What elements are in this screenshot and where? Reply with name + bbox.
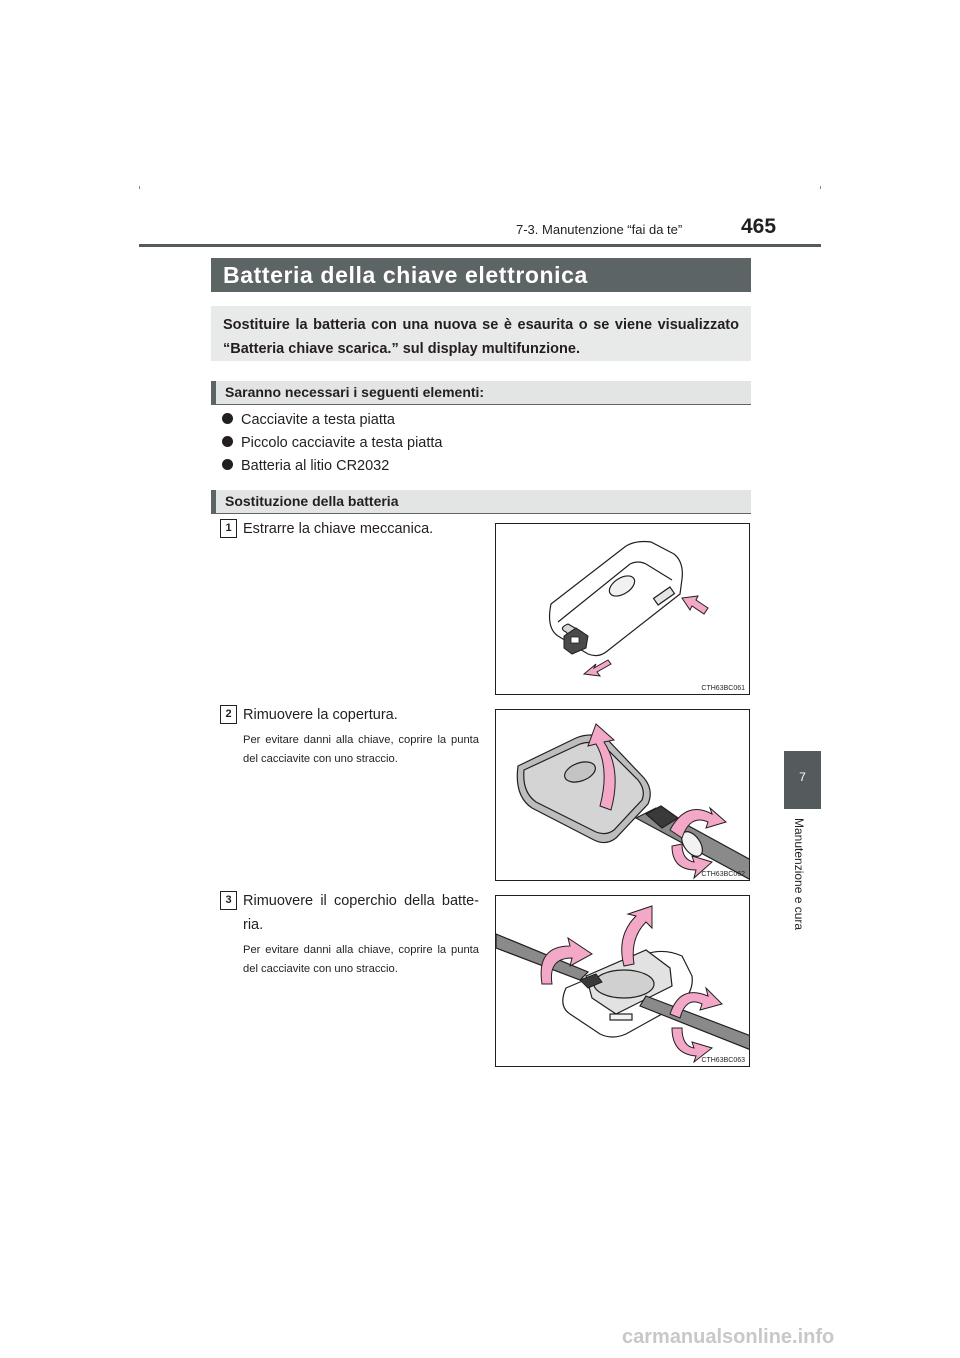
step-note: Per evitare danni alla chiave, coprire la punta del cacciavite con uno straccio. — [243, 734, 479, 765]
watermark: carmanualsonline.info — [622, 1326, 835, 1348]
crop-mark — [139, 186, 140, 189]
crop-mark — [820, 186, 821, 189]
list-item — [222, 458, 389, 474]
step-number: 1 — [220, 519, 237, 538]
list-item-text: Batteria al litio CR2032 — [241, 458, 390, 474]
intro-box: Sostituire la batteria con una nuova se è esaurita o se viene visualizzato “Batteria chiave scarica.” sul display multifunzione. — [211, 306, 751, 361]
header-rule — [139, 244, 821, 247]
bullet-icon — [222, 413, 233, 424]
page-title: Batteria della chiave elettronica — [211, 258, 751, 292]
section-header: 7-3. Manutenzione “fai da te” — [516, 222, 683, 237]
list-item-text: Piccolo cacciavite a testa piatta — [241, 435, 443, 451]
list-item — [222, 435, 443, 451]
step-text: Rimuovere la copertura. — [243, 707, 398, 723]
page-number: 465 — [741, 215, 777, 238]
key-fob-illustration — [496, 524, 750, 695]
battery-cover-illustration — [496, 896, 750, 1067]
list-item — [222, 412, 395, 428]
step-number: 2 — [220, 705, 237, 724]
figure-code: CTH63BC061 — [701, 685, 745, 692]
key-cover-illustration — [496, 710, 750, 881]
step-number: 3 — [220, 891, 237, 910]
needed-heading: Saranno necessari i seguenti elementi: — [211, 381, 751, 405]
figure-code: CTH63BC062 — [701, 871, 745, 878]
chapter-label: Manutenzione e cura — [792, 818, 806, 931]
bullet-icon — [222, 459, 233, 470]
figure-step-1 — [495, 523, 750, 695]
bullet-icon — [222, 436, 233, 447]
step-note: Per evitare danni alla chiave, coprire la punta del cacciavite con uno straccio. — [243, 944, 479, 975]
replacement-heading: Sostituzione della batteria — [211, 490, 751, 514]
step-text: Rimuovere il coperchio della batte-ria. — [243, 893, 479, 933]
chapter-number: 7 — [799, 770, 806, 784]
list-item-text: Cacciavite a testa piatta — [241, 412, 395, 428]
step-text: Estrarre la chiave meccanica. — [243, 521, 434, 537]
figure-code: CTH63BC063 — [701, 1057, 745, 1064]
figure-step-3 — [495, 895, 750, 1067]
figure-step-2 — [495, 709, 750, 881]
